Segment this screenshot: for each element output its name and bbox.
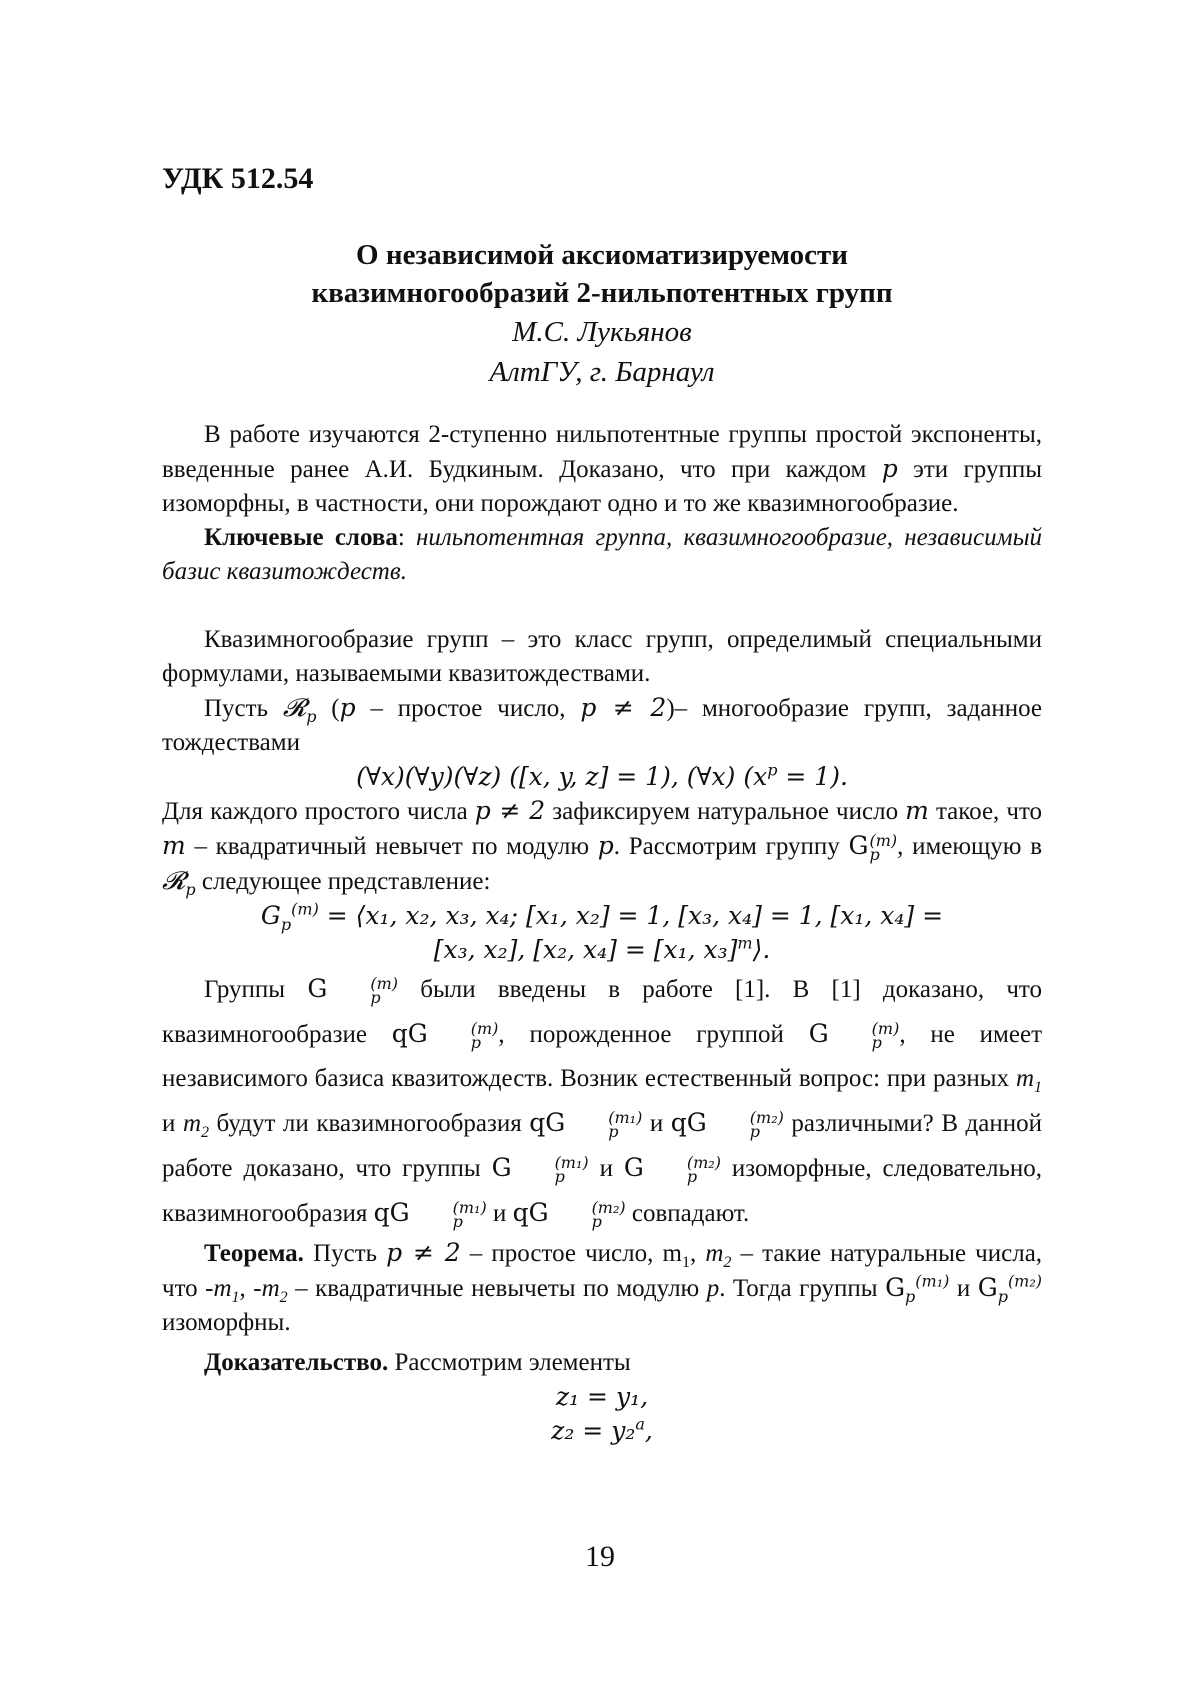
proof-equation-2: z₂ = y₂$^a$,	[551, 1414, 653, 1445]
paragraph-1: Квазимногообразие групп – это класс групп, определимый специальными формулами, называемыми квазитождествами.	[162, 626, 1042, 687]
group-presentation-line-2: [x₃, x₂], [x₂, x₄] = [x₁, x₃]$^m$⟩.	[433, 933, 771, 964]
theorem: Теорема. Пусть p ≠ 2 – простое число, $m_1$, $m_2$ – такие натуральные числа, что $-m_1$, $-m_2$ – квадратичные невычеты по модулю p. Тогда группы $G_p^{(m_1)}$ и $G_p^{(m_2)}$ изоморфны.	[162, 1238, 1043, 1336]
paper-title	[162, 236, 1042, 312]
abstract	[162, 418, 1042, 589]
proof-equation-1: z₁ = y₁,	[555, 1382, 649, 1411]
paragraph-4: Группы G (m) p были введены в работе [1]. В [1] доказано, что квазимногообразие qG (m) p , порожденное группой G (m) p , не имеет независимого базиса квазитождеств. Возник естественный вопрос: при разных $m_1$ и $m_2$ будут ли квазимногообразия qG (m₁) p и qG (m₂) p различными? В данной работе доказано, что группы G (m₁) p и G (m₂) p изоморфные, следовательно, квазимногообразия qG (m₁) p и qG (m₂) p совпадают.	[162, 974, 1043, 1232]
affiliation: АлтГУ, г. Барнаул	[489, 356, 715, 388]
title-line-2: квазимногообразий 2-нильпотентных групп	[311, 277, 893, 309]
paragraph-3: Для каждого простого числа p ≠ 2 зафиксируем натуральное число m такое, что m – квадратичный невычет по модулю p. Рассмотрим группу G (m) p , имеющую в 𝓡$_p$ следующее представление:	[162, 796, 1043, 899]
abstract-text: В работе изучаются 2-ступенно нильпотентные группы простой экспоненты, введенные ранее А.И. Будкиным. Доказано, что при каждом p эти группы изоморфны, в частности, они порождают одно и то же квазимногообразие.	[162, 421, 1043, 517]
page-number: 19	[585, 1540, 615, 1573]
proof: Доказательство. Рассмотрим элементы	[204, 1349, 631, 1376]
title-line-1: О независимой аксиоматизируемости	[356, 239, 848, 271]
theorem-label: Теорема.	[204, 1240, 304, 1267]
page-content	[162, 150, 1042, 1448]
identity-formula: (∀x)(∀y)(∀z) ([x, y, z] = 1), (∀x) $(x^p = 1)$.	[356, 760, 848, 791]
paragraph-2: Пусть 𝓡$_p$ (p – простое число, p ≠ 2)– многообразие групп, заданное тождествами	[162, 693, 1043, 756]
keywords-list: нильпотентная группа, квазимногообразие, независимый базис квазитождеств.	[162, 524, 1043, 585]
keywords: Ключевые слова: нильпотентная группа, квазимногообразие, независимый базис квазитождеств.	[162, 524, 1043, 585]
udk-code: УДК 512.54	[162, 162, 314, 195]
proof-label: Доказательство.	[204, 1349, 389, 1376]
keywords-label: Ключевые слова	[204, 524, 398, 551]
group-presentation: $G_p^{(m)}$ = ⟨x₁, x₂, x₃, x₄; [x₁, x₂] = 1, [x₃, x₄] = 1, [x₁, x₄] =	[260, 899, 944, 934]
author: М.С. Лукьянов	[512, 316, 692, 348]
